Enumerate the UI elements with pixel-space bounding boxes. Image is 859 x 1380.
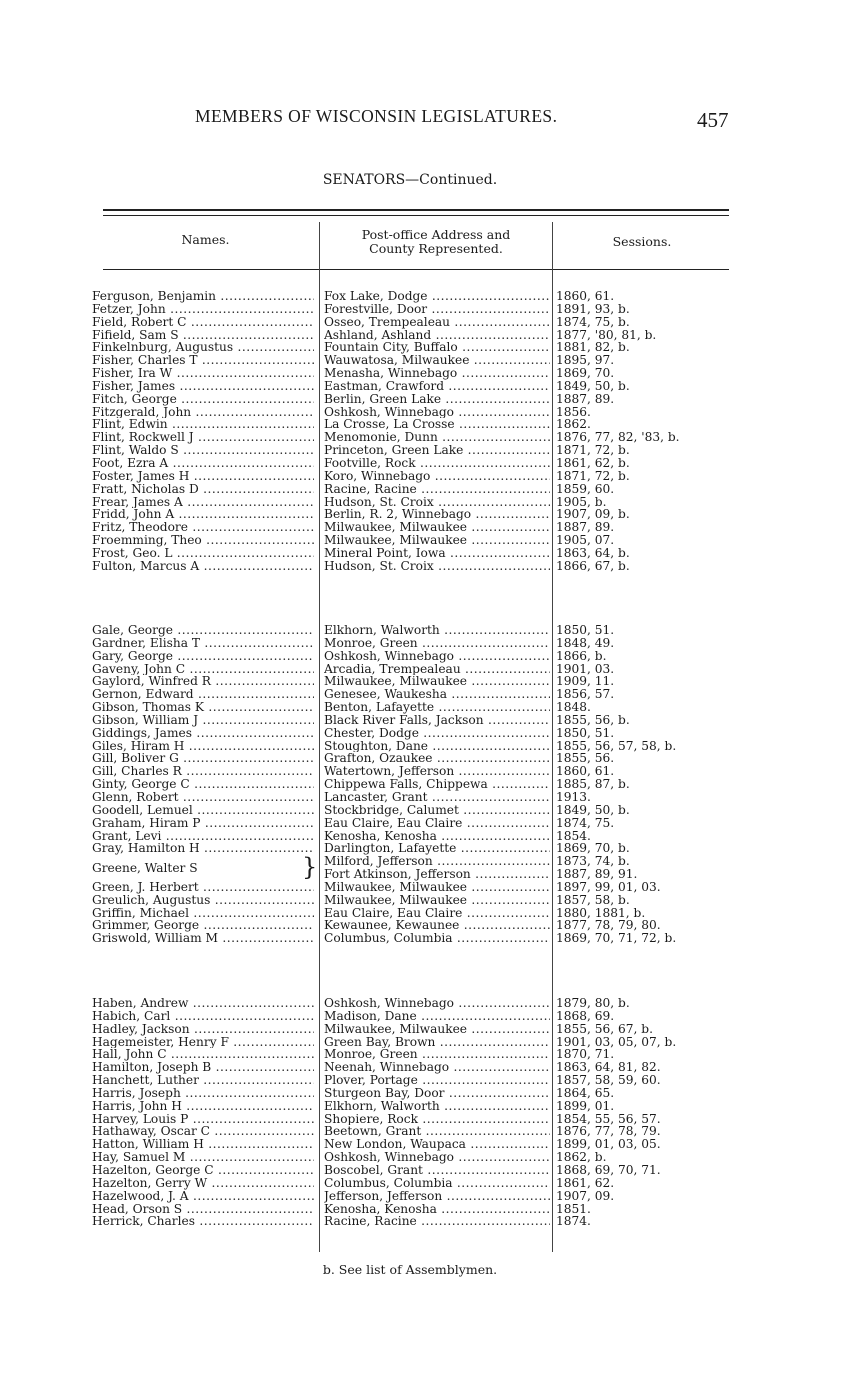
- senator-name: Fitzgerald, John .....: [92, 406, 314, 419]
- senator-name: Hagemeister, Henry F .....: [92, 1036, 314, 1049]
- table-row: [0, 547, 859, 560]
- post-office-address: New London, Waupaca .....: [324, 1138, 550, 1151]
- post-office-address: Milford, Jefferson .....: [324, 855, 550, 868]
- senator-name: Greulich, Augustus .....: [92, 894, 314, 907]
- post-office-address: Chester, Dodge .....: [324, 727, 550, 740]
- post-office-address: Kenosha, Kenosha .....: [324, 1203, 550, 1216]
- running-head: MEMBERS OF WISCONSIN LEGISLATURES.: [195, 106, 558, 126]
- senator-name: Griffin, Michael .....: [92, 907, 314, 920]
- senator-name: Griswold, William M .....: [92, 932, 314, 945]
- sessions: 1851.: [556, 1201, 591, 1216]
- table-row: [0, 637, 859, 650]
- senator-name: Frost, Geo. L .....: [92, 547, 314, 560]
- senator-name: Fridd, John A .....: [92, 508, 314, 521]
- sessions: 1869, 70, 71, 72, b.: [556, 931, 677, 946]
- post-office-address: Menomonie, Dunn .....: [324, 431, 550, 444]
- post-office-address: Beetown, Grant .....: [324, 1125, 550, 1138]
- post-office-address: Ashland, Ashland .....: [324, 329, 550, 342]
- sessions: 1848.: [556, 700, 591, 715]
- senator-name: Flint, Edwin .....: [92, 418, 314, 431]
- post-office-address: Fox Lake, Dodge .....: [324, 290, 550, 303]
- senator-name: Flint, Waldo S .....: [92, 444, 314, 457]
- table-row: [0, 444, 859, 457]
- senator-name: Grimmer, George .....: [92, 919, 314, 932]
- sessions: 1854, 55, 56, 57.: [556, 1111, 661, 1126]
- senator-name: Fisher, Ira W .....: [92, 367, 314, 380]
- table-row: [0, 1100, 859, 1113]
- table-row: [0, 727, 859, 740]
- table-row: [0, 508, 859, 521]
- sessions: 1897, 99, 01, 03.: [556, 879, 661, 894]
- sessions: 1899, 01.: [556, 1098, 615, 1113]
- sessions: 1868, 69, 70, 71.: [556, 1162, 661, 1177]
- table-row: [0, 290, 859, 303]
- senator-name: Gale, George .....: [92, 624, 314, 637]
- senator-name: Glenn, Robert .....: [92, 791, 314, 804]
- senator-name: Harris, Joseph .....: [92, 1087, 314, 1100]
- senator-name: Gibson, William J .....: [92, 714, 314, 727]
- header-bottom-rule: [103, 269, 729, 270]
- sessions: 1869, 70, b.: [556, 841, 630, 856]
- post-office-address: Berlin, Green Lake .....: [324, 393, 550, 406]
- table-row: [0, 868, 859, 881]
- sessions: 1901, 03, 05, 07, b.: [556, 1034, 677, 1049]
- sessions: 1881, 82, b.: [556, 340, 630, 355]
- post-office-address: La Crosse, La Crosse .....: [324, 418, 550, 431]
- post-office-address: Genesee, Waukesha .....: [324, 688, 550, 701]
- post-office-address: Princeton, Green Lake .....: [324, 444, 550, 457]
- sessions: 1905, b.: [556, 494, 607, 509]
- sessions: 1866, 67, b.: [556, 558, 630, 573]
- table-row: [0, 650, 859, 663]
- section-title: SENATORS—Continued.: [322, 172, 498, 188]
- senator-name: Giddings, James .....: [92, 727, 314, 740]
- senator-name: Gary, George .....: [92, 650, 314, 663]
- sessions: 1860, 61.: [556, 764, 615, 779]
- post-office-address: Oshkosh, Winnebago .....: [324, 1151, 550, 1164]
- senator-name: Herrick, Charles .....: [92, 1215, 314, 1228]
- post-office-address: Grafton, Ozaukee .....: [324, 752, 550, 765]
- post-office-address: Milwaukee, Milwaukee .....: [324, 894, 550, 907]
- top-rule-thin: [103, 215, 729, 216]
- senator-name: Flint, Rockwell J .....: [92, 431, 314, 444]
- table-row: [0, 1215, 859, 1228]
- table-row: [0, 470, 859, 483]
- senator-name: Fisher, James .....: [92, 380, 314, 393]
- table-row: [0, 560, 859, 573]
- table-row: [0, 496, 859, 509]
- table-row: [0, 354, 859, 367]
- post-office-address: Monroe, Green .....: [324, 637, 550, 650]
- senator-name: Goodell, Lemuel .....: [92, 804, 314, 817]
- sessions: 1857, 58, b.: [556, 892, 630, 907]
- post-office-address: Eau Claire, Eau Claire .....: [324, 907, 550, 920]
- table-row: [0, 624, 859, 637]
- group-f: [0, 290, 859, 573]
- sessions: 1871, 72, b.: [556, 443, 630, 458]
- sessions: 1871, 72, b.: [556, 468, 630, 483]
- sessions: 1874, 75.: [556, 815, 615, 830]
- table-row: [0, 341, 859, 354]
- table-row: [0, 1125, 859, 1138]
- sessions: 1877, '80, 81, b.: [556, 327, 657, 342]
- table-row: [0, 418, 859, 431]
- post-office-address: Fort Atkinson, Jefferson .....: [324, 868, 550, 881]
- top-rule-thick: [103, 209, 729, 211]
- sessions: 1855, 56.: [556, 751, 615, 766]
- table-row: [0, 919, 859, 932]
- sessions: 1850, 51.: [556, 725, 615, 740]
- sessions: 1862, b.: [556, 1150, 607, 1165]
- sessions: 1907, 09.: [556, 1188, 615, 1203]
- senator-name: Giles, Hiram H .....: [92, 740, 314, 753]
- table-row: [0, 1023, 859, 1036]
- table-row: [0, 1164, 859, 1177]
- senator-name: Gill, Boliver G .....: [92, 752, 314, 765]
- footnote: b. See list of Assemblymen.: [322, 1262, 498, 1277]
- sessions: 1864, 65.: [556, 1085, 615, 1100]
- senator-name: Fulton, Marcus A .....: [92, 560, 314, 573]
- post-office-address: Watertown, Jefferson .....: [324, 765, 550, 778]
- sessions: 1850, 51.: [556, 623, 615, 637]
- post-office-address: Elkhorn, Walworth .....: [324, 1100, 550, 1113]
- post-office-address: Koro, Winnebago .....: [324, 470, 550, 483]
- senator-name: Hadley, Jackson .....: [92, 1023, 314, 1036]
- table-row: [0, 752, 859, 765]
- sessions: 1909, 11.: [556, 674, 615, 689]
- post-office-address: Oshkosh, Winnebago .....: [324, 997, 550, 1010]
- sessions: 1870, 71.: [556, 1047, 615, 1062]
- table-row: [0, 1087, 859, 1100]
- post-office-address: Footville, Rock .....: [324, 457, 550, 470]
- senator-name: Hazelwood, J. A .....: [92, 1190, 314, 1203]
- post-office-address: Boscobel, Grant .....: [324, 1164, 550, 1177]
- table-row: [0, 1177, 859, 1190]
- sessions: 1891, 93, b.: [556, 301, 630, 316]
- senator-name: Gaveny, John C .....: [92, 663, 314, 676]
- table-row: [0, 329, 859, 342]
- sessions: 1849, 50, b.: [556, 378, 630, 393]
- post-office-address: Racine, Racine .....: [324, 1215, 550, 1228]
- sessions: 1879, 80, b.: [556, 996, 630, 1010]
- post-office-address: Neenah, Winnebago .....: [324, 1061, 550, 1074]
- table-row: [0, 457, 859, 470]
- senator-name: Green, J. Herbert .....: [92, 881, 314, 894]
- post-office-address: Milwaukee, Milwaukee .....: [324, 675, 550, 688]
- brace: }: [302, 853, 318, 882]
- table-row: [0, 521, 859, 534]
- senator-name: Gill, Charles R .....: [92, 765, 314, 778]
- column-header-address-line2: County Represented.: [369, 241, 503, 256]
- table-row: [0, 1036, 859, 1049]
- sessions: 1866, b.: [556, 648, 607, 663]
- sessions: 1887, 89, 91.: [556, 867, 638, 882]
- senator-name: Field, Robert C .....: [92, 316, 314, 329]
- post-office-address: Milwaukee, Milwaukee .....: [324, 881, 550, 894]
- table-row: [0, 765, 859, 778]
- senator-name: Harris, John H .....: [92, 1100, 314, 1113]
- senator-name: Hazelton, Gerry W .....: [92, 1177, 314, 1190]
- senator-name: Fritz, Theodore .....: [92, 521, 314, 534]
- senator-name: Frear, James A .....: [92, 496, 314, 509]
- post-office-address: Oshkosh, Winnebago .....: [324, 406, 550, 419]
- senator-name: Fetzer, John .....: [92, 303, 314, 316]
- table-row: [0, 714, 859, 727]
- post-office-address: Fountain City, Buffalo .....: [324, 341, 550, 354]
- sessions: 1856.: [556, 404, 591, 419]
- senator-name: Graham, Hiram P .....: [92, 817, 314, 830]
- table-row: [0, 380, 859, 393]
- sessions: 1856, 57.: [556, 687, 615, 702]
- post-office-address: Darlington, Lafayette .....: [324, 842, 550, 855]
- table-row: [0, 1048, 859, 1061]
- sessions: 1861, 62, b.: [556, 455, 630, 470]
- senator-name: Greene, Walter S: [92, 861, 198, 876]
- senator-name: Gaylord, Winfred R .....: [92, 675, 314, 688]
- table-row: [0, 1113, 859, 1126]
- table-row: [0, 1074, 859, 1087]
- post-office-address: Monroe, Green .....: [324, 1048, 550, 1061]
- sessions: 1887, 89.: [556, 391, 615, 406]
- table-row: [0, 894, 859, 907]
- post-office-address: Eastman, Crawford .....: [324, 380, 550, 393]
- sessions: 1876, 77, 78, 79.: [556, 1124, 661, 1139]
- post-office-address: Benton, Lafayette .....: [324, 701, 550, 714]
- senator-name: Gibson, Thomas K .....: [92, 701, 314, 714]
- post-office-address: Jefferson, Jefferson .....: [324, 1190, 550, 1203]
- table-row: [0, 740, 859, 753]
- table-row: [0, 1151, 859, 1164]
- table-row: [0, 778, 859, 791]
- senator-name: Gray, Hamilton H .....: [92, 842, 314, 855]
- sessions: 1905, 07.: [556, 533, 615, 548]
- sessions: 1863, 64, b.: [556, 545, 630, 560]
- table-row: [0, 431, 859, 444]
- post-office-address: Madison, Dane .....: [324, 1010, 550, 1023]
- sessions: 1877, 78, 79, 80.: [556, 918, 661, 933]
- post-office-address: Chippewa Falls, Chippewa .....: [324, 778, 550, 791]
- sessions: 1899, 01, 03, 05.: [556, 1137, 661, 1152]
- post-office-address: Oshkosh, Winnebago .....: [324, 650, 550, 663]
- post-office-address: Forestville, Door .....: [324, 303, 550, 316]
- sessions: 1874.: [556, 1214, 591, 1229]
- post-office-address: Lancaster, Grant .....: [324, 791, 550, 804]
- senator-name: Gardner, Elisha T .....: [92, 637, 314, 650]
- sessions: 1863, 64, 81, 82.: [556, 1060, 661, 1075]
- senator-name: Grant, Levi .....: [92, 830, 314, 843]
- post-office-address: Shopiere, Rock .....: [324, 1113, 550, 1126]
- sessions: 1859, 60.: [556, 481, 615, 496]
- sessions: 1874, 75, b.: [556, 314, 630, 329]
- column-header-address-line1: Post-office Address and: [361, 227, 511, 242]
- column-header-sessions: Sessions.: [612, 234, 672, 249]
- senator-name: Haben, Andrew .....: [92, 997, 314, 1010]
- post-office-address: Kenosha, Kenosha .....: [324, 830, 550, 843]
- table-row: [0, 791, 859, 804]
- senator-name: Hazelton, George C .....: [92, 1164, 314, 1177]
- senator-name: Ginty, George C .....: [92, 778, 314, 791]
- senator-name: Harvey, Louis P .....: [92, 1113, 314, 1126]
- post-office-address: Arcadia, Trempealeau .....: [324, 663, 550, 676]
- senator-name: Fratt, Nicholas D .....: [92, 483, 314, 496]
- table-row: [0, 316, 859, 329]
- sessions: 1895, 97.: [556, 353, 615, 368]
- senator-name: Hamilton, Joseph B .....: [92, 1061, 314, 1074]
- table-row: [0, 1203, 859, 1216]
- sessions: 1862.: [556, 417, 591, 432]
- table-row: [0, 907, 859, 920]
- table-row: [0, 881, 859, 894]
- post-office-address: Mineral Point, Iowa .....: [324, 547, 550, 560]
- post-office-address: Menasha, Winnebago .....: [324, 367, 550, 380]
- sessions: 1885, 87, b.: [556, 777, 630, 792]
- post-office-address: Berlin, R. 2, Winnebago .....: [324, 508, 550, 521]
- senator-name: Habich, Carl .....: [92, 1010, 314, 1023]
- sessions: 1907, 09, b.: [556, 507, 630, 522]
- senator-name: Froemming, Theo .....: [92, 534, 314, 547]
- senator-name: Ferguson, Benjamin .....: [92, 290, 314, 303]
- table-row: [0, 830, 859, 843]
- sessions: 1868, 69.: [556, 1008, 615, 1023]
- sessions: 1849, 50, b.: [556, 802, 630, 817]
- post-office-address: Milwaukee, Milwaukee .....: [324, 1023, 550, 1036]
- table-row: [0, 367, 859, 380]
- post-office-address: Kewaunee, Kewaunee .....: [324, 919, 550, 932]
- senator-name: Finkelnburg, Augustus .....: [92, 341, 314, 354]
- sessions: 1869, 70.: [556, 366, 615, 381]
- senator-name: Foot, Ezra A .....: [92, 457, 314, 470]
- sessions: 1854.: [556, 828, 591, 843]
- sessions: 1876, 77, 82, '83, b.: [556, 430, 680, 445]
- group-h: [0, 997, 859, 1228]
- senator-name: Fisher, Charles T .....: [92, 354, 314, 367]
- sessions: 1860, 61.: [556, 289, 615, 303]
- post-office-address: Racine, Racine .....: [324, 483, 550, 496]
- table-row: [0, 1138, 859, 1151]
- sessions: 1913.: [556, 789, 591, 804]
- table-row: [0, 303, 859, 316]
- post-office-address: Black River Falls, Jackson .....: [324, 714, 550, 727]
- sessions: 1887, 89.: [556, 520, 615, 535]
- senator-name: Hatton, William H .....: [92, 1138, 314, 1151]
- sessions: 1861, 62.: [556, 1175, 615, 1190]
- table-row: [0, 483, 859, 496]
- table-row: [0, 688, 859, 701]
- table-row: [0, 1010, 859, 1023]
- senator-name: Hall, John C .....: [92, 1048, 314, 1061]
- column-header-names: Names.: [181, 232, 230, 247]
- sessions: 1855, 56, 57, 58, b.: [556, 738, 677, 753]
- table-row: [0, 1190, 859, 1203]
- table-row: [0, 842, 859, 855]
- senator-name: Hanchett, Luther .....: [92, 1074, 314, 1087]
- senator-name: Fifield, Sam S .....: [92, 329, 314, 342]
- table-row: [0, 932, 859, 945]
- sessions: 1901, 03.: [556, 661, 615, 676]
- post-office-address: Wauwatosa, Milwaukee .....: [324, 354, 550, 367]
- sessions: 1873, 74, b.: [556, 854, 630, 869]
- senator-name: Hathaway, Oscar C .....: [92, 1125, 314, 1138]
- senator-name: Foster, James H .....: [92, 470, 314, 483]
- sessions: 1855, 56, b.: [556, 712, 630, 727]
- post-office-address: Elkhorn, Walworth .....: [324, 624, 550, 637]
- table-row: [0, 1061, 859, 1074]
- table-row: [0, 804, 859, 817]
- post-office-address: Hudson, St. Croix .....: [324, 560, 550, 573]
- post-office-address: Sturgeon Bay, Door .....: [324, 1087, 550, 1100]
- sessions: 1848, 49.: [556, 635, 615, 650]
- sessions: 1857, 58, 59, 60.: [556, 1073, 661, 1088]
- table-row: [0, 406, 859, 419]
- senator-name: Head, Orson S .....: [92, 1203, 314, 1216]
- table-row: [0, 997, 859, 1010]
- post-office-address: Milwaukee, Milwaukee .....: [324, 534, 550, 547]
- sessions: 1880, 1881, b.: [556, 905, 646, 920]
- post-office-address: Green Bay, Brown .....: [324, 1036, 550, 1049]
- table-row: [0, 393, 859, 406]
- post-office-address: Columbus, Columbia .....: [324, 1177, 550, 1190]
- post-office-address: Eau Claire, Eau Claire .....: [324, 817, 550, 830]
- post-office-address: Milwaukee, Milwaukee .....: [324, 521, 550, 534]
- sessions: 1855, 56, 67, b.: [556, 1021, 653, 1036]
- post-office-address: Stockbridge, Calumet .....: [324, 804, 550, 817]
- post-office-address: Osseo, Trempealeau .....: [324, 316, 550, 329]
- group-g: [0, 624, 859, 945]
- post-office-address: Plover, Portage .....: [324, 1074, 550, 1087]
- page-number: 457: [697, 108, 729, 132]
- post-office-address: Hudson, St. Croix .....: [324, 496, 550, 509]
- column-header-address: [322, 228, 550, 256]
- senator-name: Hay, Samuel M .....: [92, 1151, 314, 1164]
- table-row: [0, 534, 859, 547]
- senator-name: Gernon, Edward .....: [92, 688, 314, 701]
- senator-name: Fitch, George .....: [92, 393, 314, 406]
- table-row: [0, 675, 859, 688]
- table-row: [0, 817, 859, 830]
- post-office-address: Stoughton, Dane .....: [324, 740, 550, 753]
- post-office-address: Columbus, Columbia .....: [324, 932, 550, 945]
- table-row: [0, 701, 859, 714]
- table-row: [0, 663, 859, 676]
